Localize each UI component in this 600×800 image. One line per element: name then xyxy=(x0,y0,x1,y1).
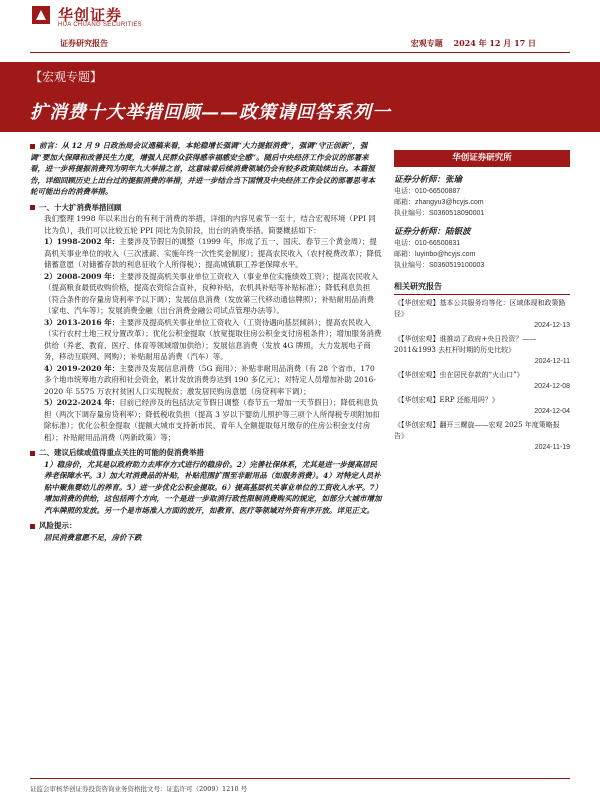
research-team: 华创证券研究所 xyxy=(394,150,570,167)
section1-intro: 我们整理 1998 年以来出台的有利于消费的举措，详细的内容见索节一至十，结合宏观环境（PPI 同比为负），我们可以比较五轮 PPI 同比为负阶段，出台的消费举措。简要概括如下： xyxy=(44,214,376,235)
related-report[interactable]: 《【华创宏观】ERP 还能用吗？》 2024-12-04 xyxy=(394,396,570,415)
analyst-phone: 电话：010-66500887 xyxy=(394,188,461,195)
analyst-email[interactable]: 邮箱：zhangyu3@hcyjs.com xyxy=(394,199,484,206)
main-content xyxy=(30,140,382,543)
footer-rule xyxy=(30,778,570,779)
analyst-name: 证券分析师：陆银波 xyxy=(394,227,471,237)
analyst-phone: 电话：010-66500831 xyxy=(394,240,461,247)
header-meta xyxy=(403,38,536,49)
section-heading-1: 一、十大扩消费举措回顾 xyxy=(30,202,382,214)
list-item: 1）1998-2002 年：主要涉及节假日的调整（1999 年，形成了五一、国庆、春节三个黄金周）；提高机关事业单位的收入（三次涨薪、实施年终一次性奖金制度）；提高农民收入（农村税费改革）；降低储蓄意愿（对储蓄存款的利息征收个人所得税）；提高城镇职工养老保障水平。 xyxy=(44,237,382,269)
report-category: 宏观专题 xyxy=(410,38,443,48)
analyst-name: 证券分析师：张瑜 xyxy=(394,175,463,185)
list-item: 2）2008-2009 年：主要涉及提高机关事业单位工资收入（事业单位实施绩效工资）；提高农民收入（提高粮食最低收购价格，提高农资综合直补，良种补贴，农机具补贴等补贴标准）；降低利息负担（符合条件的存量房贷利率予以下调）；发展信息消费（发放第三代移动通信牌照）；补贴耐用品消费（家电、汽车等）；发展消费金融（出台消费金融公司试点管理办法等）。 xyxy=(44,271,378,315)
header-rule xyxy=(30,52,570,53)
analyst-email[interactable]: 邮箱：luyinbo@hcyjs.com xyxy=(394,251,476,258)
bullet-icon xyxy=(30,144,35,149)
bullet-icon xyxy=(30,451,35,456)
report-date: 2024 年 12 月 17 日 xyxy=(453,38,536,48)
risk-text: 居民消费意愿不足，房价下跌 xyxy=(44,532,142,542)
bullet-icon xyxy=(30,524,35,529)
related-report[interactable]: 《【华创宏观】谁推动了政府+央日投资？——2011&1993 去杠杆时期的历史比较》 2024-12-11 xyxy=(394,335,570,365)
summary-lead: 前言： xyxy=(39,141,62,150)
page-title: 扩消费十大举措回顾——政策请回答系列一 xyxy=(30,102,391,123)
related-report[interactable]: 《【华创宏观】虫在居民存款的“火山口”》 2024-12-08 xyxy=(394,371,570,390)
section-heading-2: 二、建议后续或值得重点关注的可能的促消费举措 xyxy=(30,447,382,459)
analyst-license: 执业编号：S0360519100003 xyxy=(394,262,485,269)
section2-text: 1）稳房价，尤其是以政府助力去库存方式进行的稳房价。2）完善社保体系，尤其是进一步提高居民养老保障水平。3）加大对消费品的补贴，补贴范围扩围至非耐用品（如服务消费）。4）对特定人员补贴中聚焦婴幼儿的养育。5）进一步优化公积金提取。6）提高基层机关事业单位的工资收入水平。7）增加消费的供给，这包括两个方向，一个是进一步取消行政性限制消费购买的规定，如部分大城市增加汽车牌照的发放。另一个是市场准入方面的放开，如教育、医疗等领域对外资有序开放。详见正文。 xyxy=(44,459,382,515)
brand-name: 华创证券 xyxy=(58,6,123,24)
report-type: 证券研究报告 xyxy=(60,38,108,48)
list-item: 5）2022-2024 年：目前已经涉及的包括法定节假日调整（春节五一增加一天节假日）；降低利息负担（两次下调存量房贷利率）；降低税收负担（提高 3 岁以下婴幼儿照护等三项个人所得税专项附加扣除标准）；优化公积金提取（提额大城市支持新市民、青年人全额提取每月缴存的住房公积金支付房租）；补贴耐用品消费（两新政策）等； xyxy=(44,398,380,442)
bullet-icon xyxy=(30,205,35,210)
list-item: 4）2019-2020 年：主要涉及发展信息消费（5G 商用）；补贴非耐用品消费（有 28 个省市、170 多个地市统筹地方政府和社会资金，累计发放消费券达到 190 多亿元）；对特定人员增加补助 2016-2020 年 5575 万农村贫困人口实现脱贫；激发居民购房意愿（房贷利率下调）； xyxy=(44,363,376,396)
list-item: 3）2013-2016 年：主要涉及提高机关事业单位工资收入（工资待遇向基层倾斜）；提高农民收入（实行农村土地三权分置改革）；优化公积金提取（放宽提取住房公积金支付房租条件）；增加服务消费供给（养老、教育、医疗、体育等领域增加供给）；发展信息消费（发放 4G 牌照，大力发展电子商务，移动互联网、网购）；补贴耐用品消费（汽车）等。 xyxy=(44,317,382,361)
summary xyxy=(30,140,382,198)
related-report[interactable]: 《【华创宏观】基本公共服务均等化：区域体现和政策路径》 2024-12-13 xyxy=(394,299,570,329)
related-report[interactable]: 《【华创宏观】翻开三螺旋——宏观 2025 年度策略报告》 2024-11-19 xyxy=(394,421,570,451)
huachuang-logo-icon xyxy=(32,6,50,24)
summary-text: 从 12 月 9 日政治局会议通稿来看，本轮稳增长强调“大力提振消费”，强调“守正创新”，强调“要加大保障和改善民生力度，增强人民群众获得感幸福感安全感”。随后中央经济工作会议的部署来看，进一步将提振消费列为明年九大举措之首，这意味着后续消费领域仍会有较多政策陆续出台。本篇报告，详细回顾历史上出台过的提振消费的举措，并进一步结合当下国情及中央经济工作会议的部署思考本轮可能出台的消费举措。 xyxy=(30,141,375,196)
title-tag: 【宏观专题】 xyxy=(30,70,103,84)
analyst-license: 执业编号：S0360518090001 xyxy=(394,210,485,217)
footer-disclaimer: 证监会审核华创证券投资咨询业务资格批文号：证监许可（2009）1210 号 xyxy=(30,785,248,793)
sidebar xyxy=(394,140,570,453)
brand-name-en: HUA CHUANG SECURITIES xyxy=(58,22,142,28)
risk-heading: 风险提示： xyxy=(30,520,382,532)
related-reports-heading: 相关研究报告 xyxy=(394,281,570,295)
